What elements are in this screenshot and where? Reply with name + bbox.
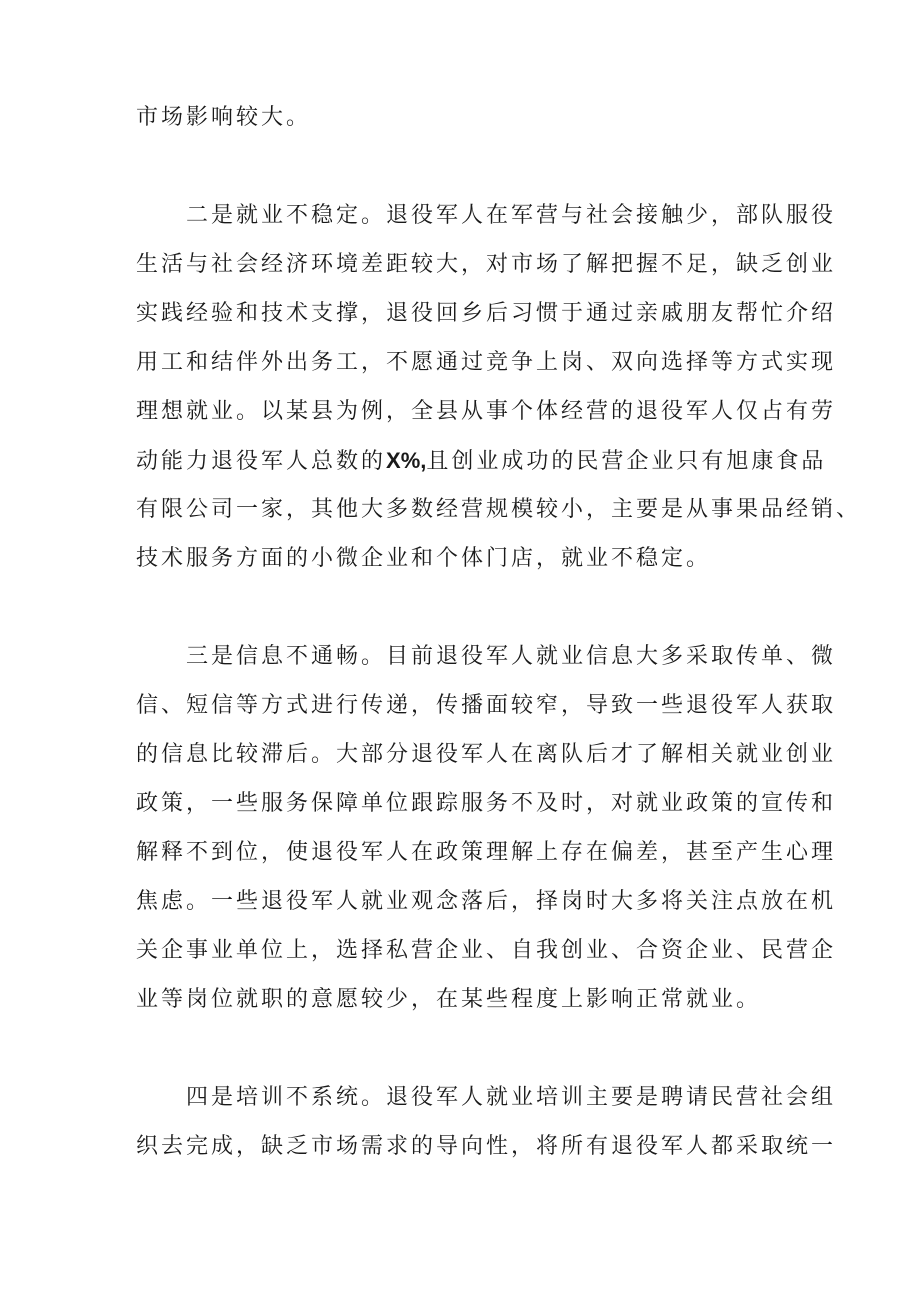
text-line [136, 294, 920, 334]
text: 关企事业单位上，选择私营企业、自我创业、合资企业、民营企 [136, 938, 837, 963]
text-line [136, 833, 920, 873]
text-line [186, 637, 920, 677]
text-line [136, 343, 920, 383]
text-line [186, 196, 920, 236]
text: 业等岗位就职的意愿较少，在某些程度上影响正常就业。 [136, 987, 762, 1012]
text: 二是就业不稳定。退役军人在军营与社会接触少，部队服役 [186, 203, 837, 228]
text-line [136, 441, 920, 481]
text: 实践经验和技术支撑，退役回乡后习惯于通过亲戚朋友帮忙介绍 [136, 301, 837, 326]
text: 技术服务方面的小微企业和个体门店，就业不稳定。 [136, 546, 712, 571]
text: 四是培训不系统。退役军人就业培训主要是聘请民营社会组 [186, 1085, 837, 1110]
text: 解释不到位，使退役军人在政策理解上存在偏差，甚至产生心理 [136, 840, 837, 865]
text-line [136, 98, 920, 138]
text: 的信息比较滞后。大部分退役军人在离队后才了解相关就业创业 [136, 742, 837, 767]
text-line [136, 784, 920, 824]
text: 政策，一些服务保障单位跟踪服务不及时，对就业政策的宣传和 [136, 791, 837, 816]
text: 动能力退役军人总数的 [136, 449, 387, 474]
text: 三是信息不通畅。目前退役军人就业信息大多采取传单、微 [186, 644, 837, 669]
text-line [136, 490, 920, 530]
text: 市场影响较大。 [136, 105, 312, 130]
text-line [136, 539, 920, 579]
text: 理想就业。以某县为例，全县从事个体经营的退役军人仅占有劳 [136, 399, 837, 424]
text: 信、短信等方式进行传递，传播面较窄，导致一些退役军人获取 [136, 693, 837, 718]
text-line [136, 980, 920, 1020]
text-line [136, 931, 920, 971]
text: 且创业成功的民营企业只有旭康食品 [426, 449, 827, 474]
text-line [136, 882, 920, 922]
text: 生活与社会经济环境差距较大，对市场了解把握不足，缺乏创业 [136, 252, 837, 277]
bold-placeholder: X%, [386, 448, 427, 473]
text: 织去完成，缺乏市场需求的导向性，将所有退役军人都采取统一 [136, 1134, 837, 1159]
text-line [136, 245, 920, 285]
text-line [136, 1127, 920, 1167]
text: 焦虑。一些退役军人就业观念落后，择岗时大多将关注点放在机 [136, 889, 837, 914]
text: 有限公司一家，其他大多数经营规模较小，主要是从事果品经销、 [136, 497, 862, 522]
text: 用工和结伴外出务工，不愿通过竞争上岗、双向选择等方式实现 [136, 350, 837, 375]
text-line [136, 735, 920, 775]
text-line [186, 1078, 920, 1118]
text-line [136, 392, 920, 432]
text-line [136, 686, 920, 726]
